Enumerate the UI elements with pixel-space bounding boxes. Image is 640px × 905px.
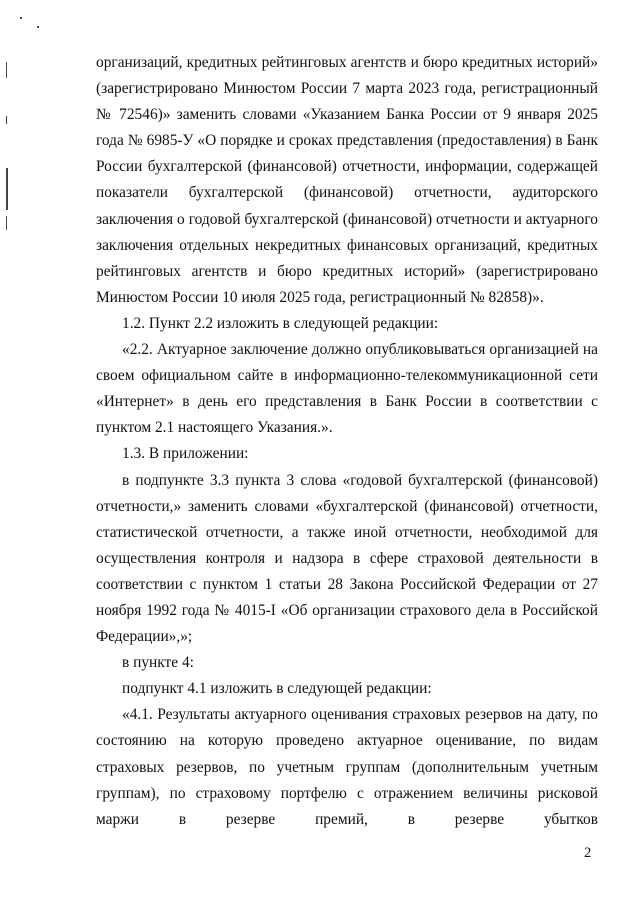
document-body: [96, 50, 598, 833]
scan-mark-line: [6, 216, 7, 230]
paragraph-item-1-2: 1.2. Пункт 2.2 изложить в следующей редакции:: [122, 314, 439, 332]
paragraph-quote-2-2: «2.2. Актуарное заключение должно опубликовываться организацией на своем официальном сайте в информационно-телекоммуникационной сети «Интернет» в день его представления в Банк России в соответствии с пунктом 2.1 настоящего Указания.».: [96, 341, 598, 437]
paragraph-continuation: организаций, кредитных рейтинговых агентств и бюро кредитных историй» (зарегистрировано Минюстом России 7 марта 2023 года, регистрационный № 72546)» заменить словами «Указанием Банка России от 9 января 2025 года № 6985-У «О порядке и сроках представления (предоставления) в Банк России бухгалтерской (финансовой) отчетности, информации, содержащей показатели бухгалтерской (финансовой) отчетности, аудиторского заключения о годовой бухгалтерской (финансовой) отчетности и актуарного заключения отдельных некредитных финансовых организаций, кредитных рейтинговых агентств и бюро кредитных историй» (зарегистрировано Минюстом России 10 июля 2025 года, регистрационный № 82858)».: [96, 54, 598, 306]
paragraph-subitem-3-3: в подпункте 3.3 пункта 3 слова «годовой бухгалтерской (финансовой) отчетности,» заменить словами «бухгалтерской (финансовой) отчетности, статистической отчетности, а также иной отчетности, необходимой для осуществления контроля и надзора в сфере страховой деятельности в соответствии с пунктом 1 статьи 28 Закона Российской Федерации от 27 ноября 1992 года № 4015-I «Об организации страхового дела в Российской Федерации»,»;: [96, 471, 598, 646]
scan-mark-dot: [20, 17, 22, 19]
scan-mark-dot: [37, 26, 39, 28]
scan-mark-line: [6, 116, 7, 124]
page-number: 2: [584, 845, 592, 861]
paragraph-subitem-4-1: подпункт 4.1 изложить в следующей редакции:: [122, 680, 432, 698]
paragraph-quote-4-1: «4.1. Результаты актуарного оценивания страховых резервов на дату, по состоянию на которую проведено актуарное оценивание, по видам страховых резервов, по учетным группам (дополнительным учетным группам), по страховому портфелю с отражением величины рисковой маржи в резерве премий, в резерве убытков: [96, 706, 598, 828]
scan-mark-line: [6, 62, 7, 78]
scan-mark-line: [6, 168, 8, 210]
paragraph-point-4: в пункте 4:: [122, 654, 194, 672]
paragraph-item-1-3: 1.3. В приложении:: [122, 445, 249, 463]
